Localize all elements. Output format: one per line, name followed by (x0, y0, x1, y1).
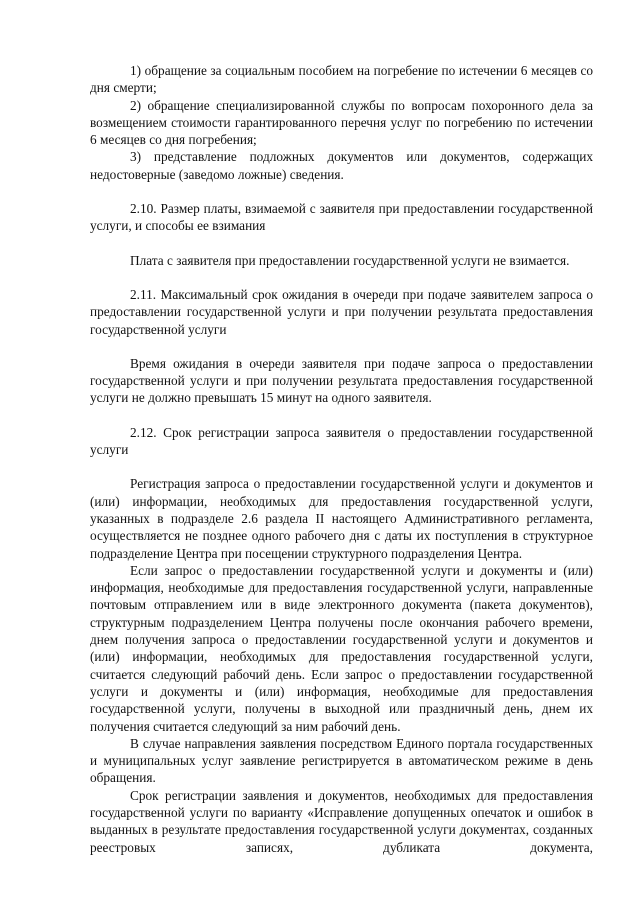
paragraph-spacer (90, 235, 593, 252)
paragraph: В случае направления заявления посредством Единого портала государственных и муниципальных услуг заявление регистрируется в автоматическом режиме в день обращения. (90, 735, 593, 786)
document-page (90, 62, 593, 856)
paragraph: 1) обращение за социальным пособием на погребение по истечении 6 месяцев со дня смерти; (90, 63, 593, 96)
paragraph: Время ожидания в очереди заявителя при подаче запроса о предоставлении государственной услуги и при получении результата предоставления государственной услуги не должно превышать 15 минут на одного заявителя. (90, 355, 593, 406)
paragraph: 2.10. Размер платы, взимаемой с заявителя при предоставлении государственной услуги, и способы ее взимания (90, 201, 593, 234)
paragraph-spacer (90, 407, 593, 424)
paragraph: 2.11. Максимальный срок ожидания в очереди при подаче заявителем запроса о предоставлении государственной услуги и при получении результата предоставления государственной услуги (90, 286, 593, 337)
paragraph-spacer (90, 183, 593, 200)
paragraph: Срок регистрации заявления и документов, необходимых для предоставления государственной услуги по варианту «Исправление допущенных опечаток и ошибок в выданных в результате предоставления государственной услуги документах, созданных реестровых записях, дубликата документа, (90, 787, 593, 855)
paragraph: Регистрация запроса о предоставлении государственной услуги и документов и (или) информации, необходимых для предоставления государственной услуги, указанных в подразделе 2.6 раздела II настоящего Административного регламента, осуществляется не позднее одного рабочего дня с даты их поступления в структурное подразделение Центра при посещении структурного подразделения Центра. (90, 476, 593, 561)
paragraph: Плата с заявителя при предоставлении государственной услуги не взимается. (130, 252, 570, 268)
paragraph: 3) представление подложных документов или документов, содержащих недостоверные (заведомо ложные) сведения. (90, 149, 593, 182)
paragraph: Если запрос о предоставлении государственной услуги и документы и (или) информация, необходимые для предоставления государственной услуги, направленные почтовым отправлением или в виде электронного документа (пакета документов), структурным подразделением Центра получены после окончания рабочего времени, днем получения запроса о предоставлении государственной услуги и документов и (или) информации, необходимых для предоставления государственной услуги, считается следующий рабочий день. Если запрос о предоставлении государственной услуги и документы и (или) информация, необходимые для предоставления государственной услуги, получены в выходной или праздничный день, днем их получения считается следующий за ним рабочий день. (90, 562, 593, 734)
paragraph-spacer (90, 269, 593, 286)
paragraph-spacer (90, 338, 593, 355)
paragraph: 2.12. Срок регистрации запроса заявителя о предоставлении государственной услуги (90, 424, 593, 458)
paragraph-spacer (90, 458, 593, 475)
paragraph: 2) обращение специализированной службы по вопросам похоронного дела за возмещением стоимости гарантированного перечня услуг по погребению по истечении 6 месяцев со дня погребения; (90, 97, 593, 148)
